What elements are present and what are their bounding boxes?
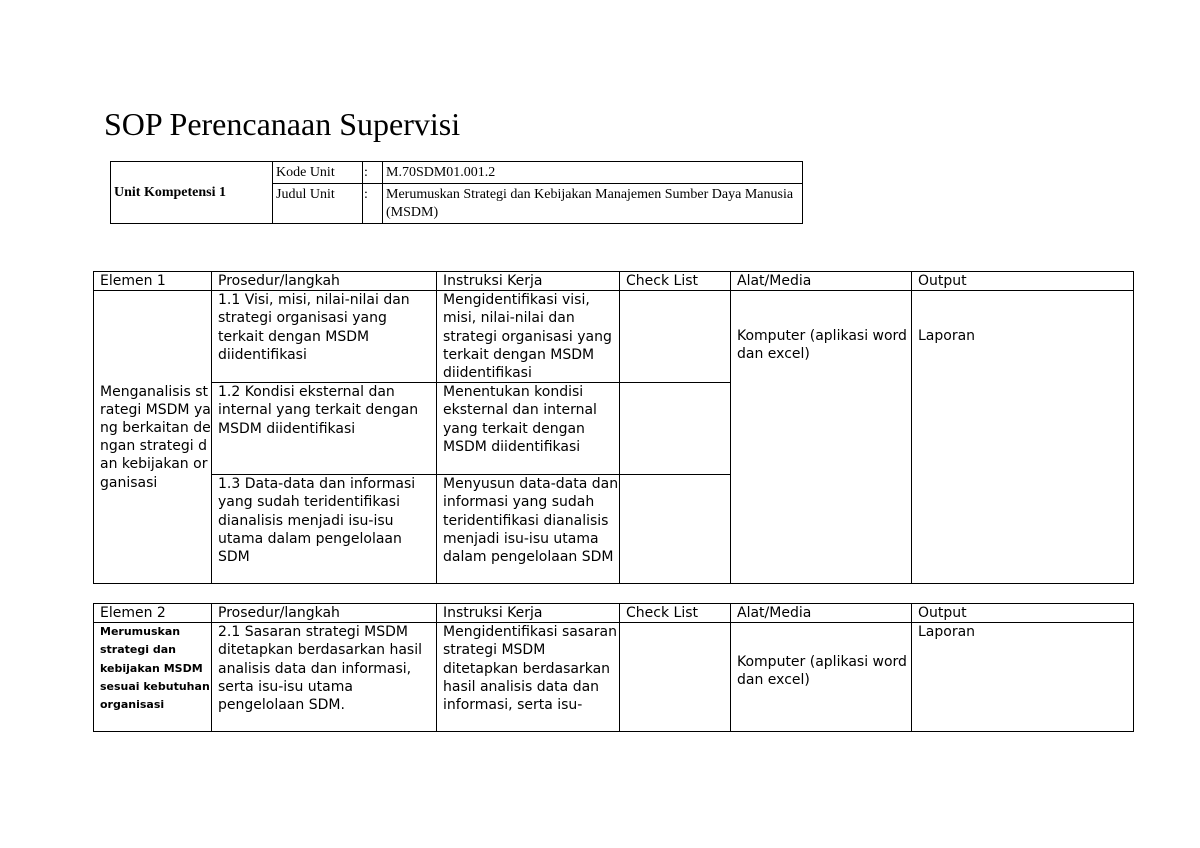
media-cell: Komputer (aplikasi word dan excel) [731, 623, 912, 732]
header-media: Alat/Media [731, 604, 912, 623]
prosedur-cell: 1.3 Data-data dan informasi yang sudah teridentifikasi dianalisis menjadi isu-isu utama dalam pengelolaan SDM [212, 475, 437, 584]
header-media: Alat/Media [731, 272, 912, 291]
header-check-list: Check List [620, 272, 731, 291]
check-list-cell[interactable] [620, 291, 731, 383]
prosedur-cell: 1.1 Visi, misi, nilai-nilai dan strategi organisasi yang terkait dengan MSDM diidentifikasi [212, 291, 437, 383]
header-prosedur: Prosedur/langkah [212, 604, 437, 623]
prosedur-cell: 1.2 Kondisi eksternal dan internal yang terkait dengan MSDM diidentifikasi [212, 383, 437, 475]
judul-unit-value: Merumuskan Strategi dan Kebijakan Manajemen Sumber Daya Manusia (MSDM) [383, 184, 803, 224]
judul-unit-colon: : [363, 184, 383, 224]
element-1-name: Menganalisis strategi MSDM yang berkaitan dengan strategi dan kebijakan organisasi [94, 291, 212, 584]
header-output: Output [912, 604, 1134, 623]
judul-unit-label: Judul Unit [273, 184, 363, 224]
header-check-list: Check List [620, 604, 731, 623]
unit-kompetensi-table [110, 161, 803, 224]
element-1-table [93, 271, 1134, 584]
element-2-header-row [94, 604, 1134, 623]
element-1-header-row [94, 272, 1134, 291]
table-row [94, 623, 1134, 732]
header-elemen: Elemen 2 [94, 604, 212, 623]
kode-unit-label: Kode Unit [273, 162, 363, 184]
element-2-table [93, 603, 1134, 732]
unit-kompetensi-label: Unit Kompetensi 1 [111, 162, 273, 224]
instruksi-cell: Menentukan kondisi eksternal dan internal yang terkait dengan MSDM diidentifikasi [437, 383, 620, 475]
instruksi-cell: Menyusun data-data dan informasi yang sudah teridentifikasi dianalisis menjadi isu-isu utama dalam pengelolaan SDM [437, 475, 620, 584]
output-cell: Laporan [912, 291, 1134, 584]
check-list-cell[interactable] [620, 623, 731, 732]
header-output: Output [912, 272, 1134, 291]
check-list-cell[interactable] [620, 383, 731, 475]
instruksi-cell: Mengidentifikasi sasaran strategi MSDM ditetapkan berdasarkan hasil analisis data dan informasi, serta isu- [437, 623, 620, 732]
kode-unit-value: M.70SDM01.001.2 [383, 162, 803, 184]
header-instruksi: Instruksi Kerja [437, 604, 620, 623]
check-list-cell[interactable] [620, 475, 731, 584]
header-prosedur: Prosedur/langkah [212, 272, 437, 291]
output-cell: Laporan [912, 623, 1134, 732]
element-2-name: Merumuskan strategi dan kebijakan MSDM sesuai kebutuhan organisasi [94, 623, 212, 732]
kode-unit-colon: : [363, 162, 383, 184]
media-cell: Komputer (aplikasi word dan excel) [731, 291, 912, 584]
header-elemen: Elemen 1 [94, 272, 212, 291]
header-instruksi: Instruksi Kerja [437, 272, 620, 291]
prosedur-cell: 2.1 Sasaran strategi MSDM ditetapkan berdasarkan hasil analisis data dan informasi, serta isu-isu utama pengelolaan SDM. [212, 623, 437, 732]
instruksi-cell: Mengidentifikasi visi, misi, nilai-nilai dan strategi organisasi yang terkait dengan MSDM diidentifikasi [437, 291, 620, 383]
table-row [94, 291, 1134, 383]
page-title: SOP Perencanaan Supervisi [104, 106, 461, 142]
